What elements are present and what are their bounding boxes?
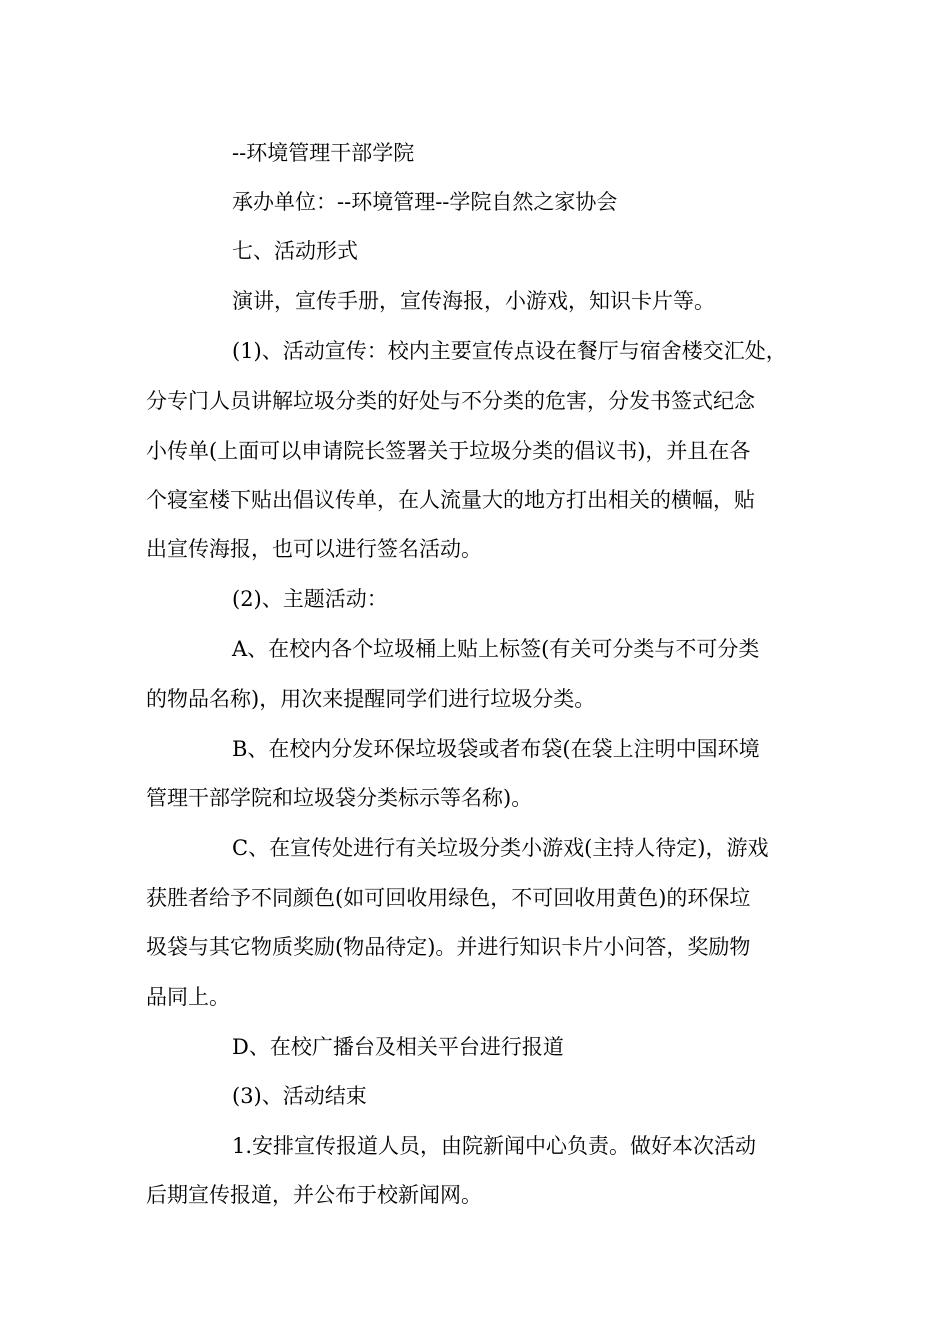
paragraph-line: 后期宣传报道，并公布于校新闻网。 [146, 1183, 482, 1207]
paragraph-line: (1)、活动宣传：校内主要宣传点设在餐厅与宿舍楼交汇处， [232, 339, 787, 363]
subsection-heading: (3)、活动结束 [232, 1084, 367, 1108]
subsection-heading: (2)、主题活动： [232, 587, 388, 611]
organizer-line: --环境管理干部学院 [232, 141, 415, 165]
paragraph-line: 获胜者给予不同颜色(如可回收用绿色，不可回收用黄色)的环保垃 [146, 886, 751, 910]
paragraph-line: 演讲，宣传手册，宣传海报，小游戏，知识卡片等。 [232, 289, 715, 313]
paragraph-line: 出宣传海报，也可以进行签名活动。 [146, 537, 482, 561]
host-unit-line: 承办单位：--环境管理--学院自然之家协会 [232, 190, 618, 214]
paragraph-line: B、在校内分发环保垃圾袋或者布袋(在袋上注明中国环境 [232, 737, 760, 761]
paragraph-line: C、在宣传处进行有关垃圾分类小游戏(主持人待定)，游戏 [232, 836, 769, 860]
paragraph-line: 1.安排宣传报道人员，由院新闻中心负责。做好本次活动 [232, 1134, 757, 1158]
paragraph-line: 分专门人员讲解垃圾分类的好处与不分类的危害，分发书签式纪念 [146, 389, 755, 413]
paragraph-line: 品同上。 [146, 985, 230, 1009]
paragraph-line: 的物品名称)，用次来提醒同学们进行垃圾分类。 [146, 687, 596, 711]
paragraph-line: 个寝室楼下贴出倡议传单，在人流量大的地方打出相关的横幅，贴 [146, 488, 755, 512]
paragraph-line: 管理干部学院和垃圾袋分类标示等名称)。 [146, 786, 533, 810]
paragraph-line: 圾袋与其它物质奖励(物品待定)。并进行知识卡片小问答，奖励物 [146, 935, 751, 959]
section-heading: 七、活动形式 [232, 239, 358, 263]
paragraph-line: D、在校广播台及相关平台进行报道 [232, 1035, 564, 1059]
paragraph-line: A、在校内各个垃圾桶上贴上标签(有关可分类与不可分类 [232, 637, 760, 661]
paragraph-line: 小传单(上面可以申请院长签署关于垃圾分类的倡议书)，并且在各 [146, 439, 751, 463]
